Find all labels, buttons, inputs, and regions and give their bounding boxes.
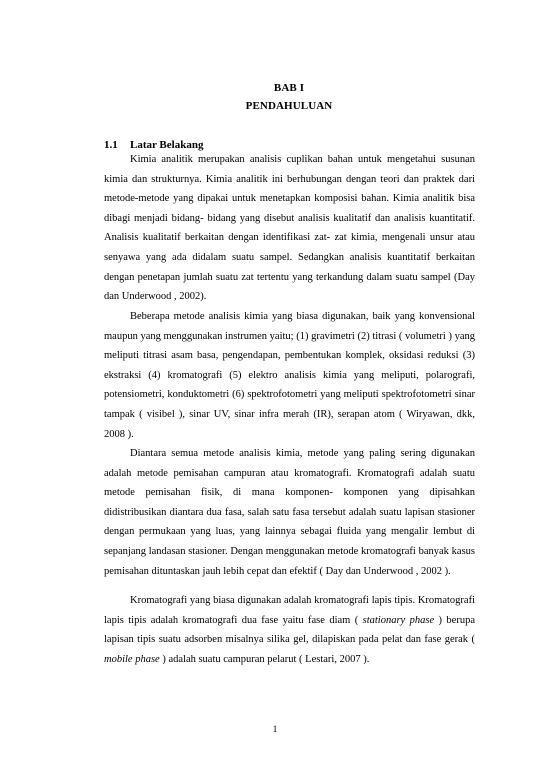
paragraph-4-text-c: ) berupa lapisan tipis suatu adsorben misalnya silika gel, dilapiskan pada pelat dan fase gerak ( <box>104 614 475 646</box>
paragraph-1: Kimia analitik merupakan analisis cuplikan bahan untuk mengetahui susunan kimia dan strukturnya. Kimia analitik ini berhubungan dengan teori dan praktek dari metode-metode yang dipakai untuk menetapkan komposisi bahan. Kimia analitik bisa dibagi menjadi bidang- bidang yang disebut analisis kualitatif dan analisis kuantitatif. Analisis kualitatif berkaitan dengan identifikasi zat- zat kimia, mengenali unsur atau senyawa yang ada didalam suatu sampel. Sedangkan analisis kuantitatif berkaitan dengan penetapan jumlah suatu zat tertentu yang terkandung dalam suatu sampel (Day dan Underwood , 2002). <box>104 154 475 303</box>
chapter-heading: BAB I <box>273 82 305 94</box>
paragraph-2: Beberapa metode analisis kimia yang biasa digunakan, baik yang konvensional maupun yang menggunakan instrumen yaitu; (1) gravimetri (2) titrasi ( volumetri ) yang meliputi titrasi asam basa, pengendapan, pembentukan komplek, oksidasi reduksi (3) ekstraksi (4) kromatografi (5) elektro analisis kimia yang meliputi, polarografi, potensiometri, konduktometri (6) spektrofotometri yang meliputi spektrofotometri sinar tampak ( visibel ), sinar UV, sinar infra merah (IR), serapan atom ( Wiryawan, dkk, 2008 ). <box>104 311 475 440</box>
paragraph-3: Diantara semua metode analisis kimia, metode yang paling sering digunakan adalah metode pemisahan campuran atau kromatografi. Kromatografi adalah suatu metode pemisahan fisik, di mana komponen- komponen yang dipisahkan didistribusikan diantara dua fasa, salah satu fasa tersebut adalah suatu lapisan stasioner dengan permukaan yang luas, yang lainnya sebagai fluida yang mengalir lembut di sepanjang landasan stasioner. Dengan menggunakan metode kromatografi banyak kasus pemisahan dituntaskan jauh lebih cepat dan efektif ( Day dan Underwood , 2002 ). <box>104 448 475 577</box>
stationary-phase-term: stationary phase <box>362 614 435 626</box>
section-title: Latar Belakang <box>130 139 204 151</box>
section-number: 1.1 <box>104 139 118 151</box>
chapter-title: PENDAHULUAN <box>245 100 333 112</box>
page-number: 1 <box>272 725 278 735</box>
mobile-phase-term: mobile phase <box>104 653 160 665</box>
paragraph-4-text-e: ) adalah suatu campuran pelarut ( Lestari, 2007 ). <box>162 653 370 665</box>
paragraph-4 <box>104 591 475 669</box>
paragraph-4-text-a: Kromatografi yang biasa digunakan adalah kromatografi lapis tipis. Kromatografi lapis tipis adalah kromatografi dua fase yaitu fase diam ( <box>104 595 475 626</box>
